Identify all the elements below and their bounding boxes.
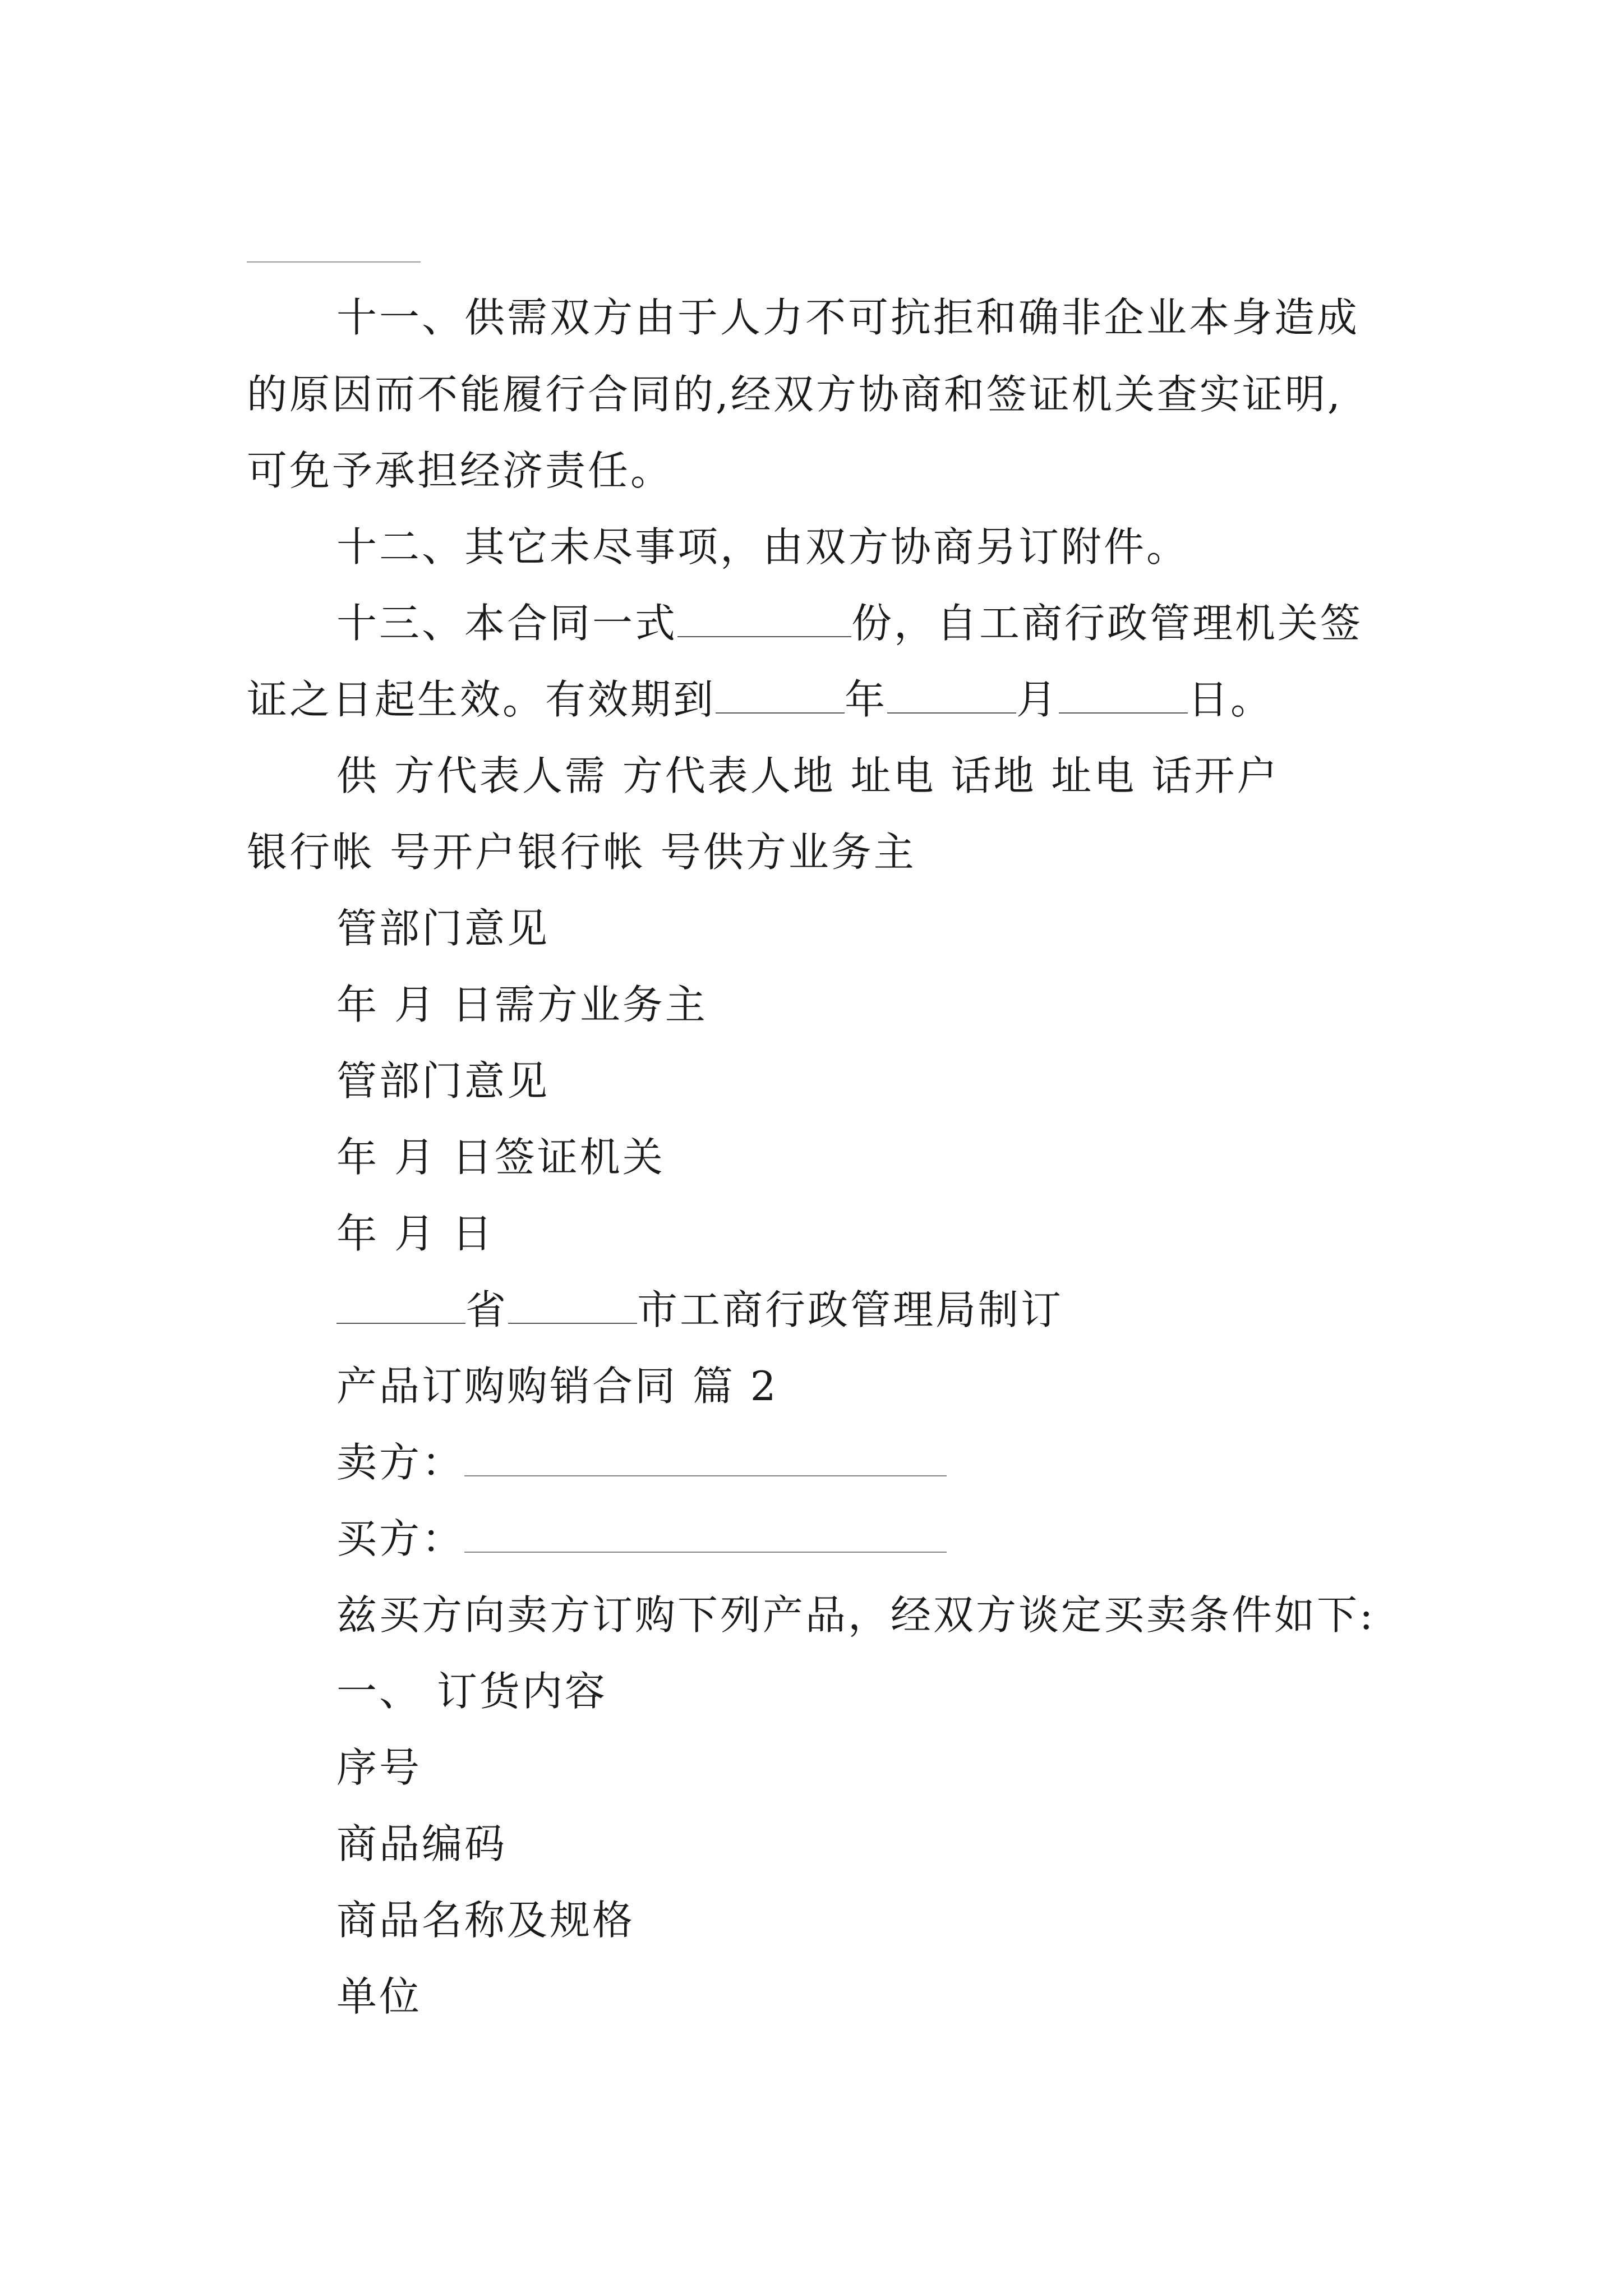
field-product-code: 商品编码 <box>336 1820 508 1867</box>
header-rule <box>247 261 421 263</box>
copies-blank <box>677 601 851 637</box>
clause-13-line-2 <box>247 675 1273 724</box>
day-blank <box>1059 678 1188 714</box>
year-blank <box>716 678 845 714</box>
city-blank <box>508 1288 637 1324</box>
field-serial-number: 序号 <box>336 1744 422 1791</box>
seller-line <box>336 1438 947 1487</box>
buyer-label: 买方： <box>336 1515 465 1562</box>
field-unit: 单位 <box>336 1973 422 2020</box>
buyer-blank <box>464 1517 947 1553</box>
signature-line-5: 管部门意见 <box>336 1057 550 1105</box>
clause-13-text-2: 份，自工商行政管理机关签 <box>851 600 1363 647</box>
authority-line <box>336 1285 1063 1335</box>
seller-label: 卖方： <box>336 1439 465 1486</box>
clause-11-line-3: 可免予承担经济责任。 <box>247 447 674 494</box>
signature-line-6: 年 月 日签证机关 <box>336 1134 665 1181</box>
month-label: 月 <box>1016 676 1059 723</box>
contract-2-intro: 兹买方向卖方订购下列产品，经双方谈定买卖条件如下: <box>336 1591 1376 1639</box>
clause-12: 十二、其它未尽事项，由双方协商另订附件。 <box>336 523 1189 570</box>
signature-line-2: 银行帐 号开户银行帐 号供方业务主 <box>247 829 916 876</box>
seller-blank <box>464 1441 947 1476</box>
clause-13-text-3: 证之日起生效。有效期到 <box>247 676 716 723</box>
buyer-line <box>336 1514 947 1563</box>
province-blank <box>336 1288 465 1324</box>
contract-2-title: 产品订购购销合同 篇 2 <box>336 1363 778 1410</box>
year-label: 年 <box>845 676 888 723</box>
signature-line-7: 年 月 日 <box>336 1210 495 1257</box>
province-label: 省 <box>465 1286 509 1333</box>
field-product-name-spec: 商品名称及规格 <box>336 1897 635 1944</box>
section-1-heading: 一、 订货内容 <box>336 1668 607 1715</box>
day-label: 日。 <box>1188 676 1274 723</box>
clause-11-line-1: 十一、供需双方由于人力不可抗拒和确非企业本身造成 <box>336 294 1360 341</box>
clause-11-line-2: 的原因而不能履行合同的,经双方协商和签证机关查实证明, <box>247 371 1343 418</box>
signature-line-1: 供 方代表人需 方代表人地 址电 话地 址电 话开户 <box>336 752 1280 799</box>
month-blank <box>887 678 1016 714</box>
clause-13-text-1: 十三、本合同一式 <box>336 600 678 647</box>
signature-line-4: 年 月 日需方业务主 <box>336 981 708 1028</box>
clause-13-line-1 <box>336 599 1363 648</box>
signature-line-3: 管部门意见 <box>336 905 550 952</box>
authority-text: 市工商行政管理局制订 <box>637 1286 1064 1333</box>
